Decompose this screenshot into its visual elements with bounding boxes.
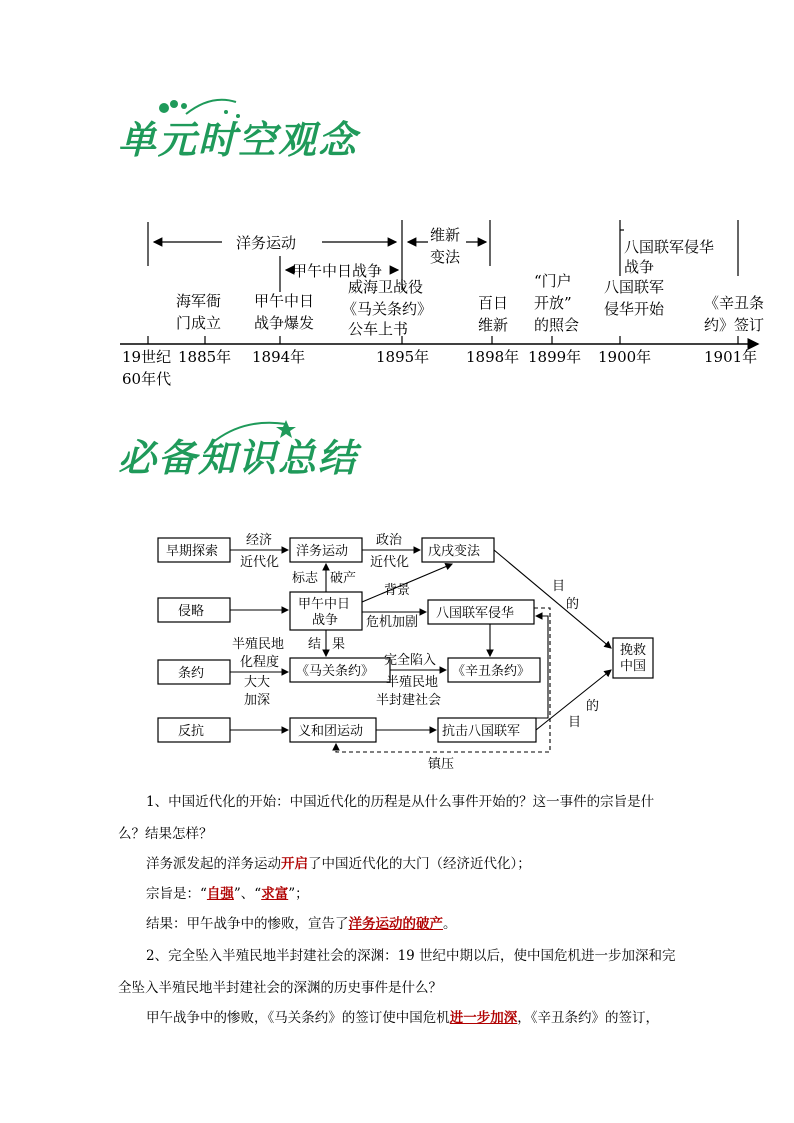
answer-4-pre: 甲午战争中的惨败，《马关条约》的签订使中国危机 [146,1010,450,1026]
label-bzm-4: 加深 [244,693,271,708]
event-maguan: 《马关条约》 [342,300,433,318]
cat-resistance: 反抗 [178,724,205,739]
event-xinchou-1: 《辛丑条 [704,294,765,312]
label-zhenya: 镇压 [428,757,455,772]
node-yangwu: 洋务运动 [296,544,349,559]
event-gongche: 公车上书 [348,320,409,338]
label-de-1: 的 [566,597,580,612]
answer-2-mid: ”、“ [233,886,262,902]
answer-1-pre: 洋务派发起的洋务运动 [146,856,281,872]
answer-1-post: 了中国近代化的大门（经济近代化）； [308,856,531,872]
cat-early: 早期探索 [166,544,219,559]
answer-4 [118,1002,678,1034]
answer-4-highlight: 进一步加深 [449,1010,518,1026]
event-bairi-1: 百日 [478,294,509,312]
year-1895: 1895年 [376,348,430,366]
answer-2-pre: 宗旨是：“ [146,886,207,902]
answer-2 [118,878,678,910]
label-jindaihua2: 近代化 [370,555,410,570]
period-jiawu: 甲午中日战争 [292,262,383,280]
period-weixin-1: 维新 [430,226,461,244]
label-biaozhi: 标志 [292,571,319,586]
answer-3-post: 。 [443,916,457,932]
label-beijing: 背景 [384,583,411,598]
cat-invasion: 侵略 [178,604,205,619]
node-kangji: 抗击八国联军 [442,724,521,739]
answer-3 [118,908,678,940]
year-1900: 1900年 [598,348,652,366]
event-menhu-3: 的照会 [534,316,580,334]
node-wanjiu-2: 中国 [620,659,647,674]
event-baguo-1: 八国联军 [604,278,665,296]
label-pochan: 破产 [330,571,357,586]
label-jie: 结 [308,637,322,652]
label-bzm-1: 半殖民地 [232,637,285,652]
label-mu-2: 目 [568,715,582,730]
summary-heading-text: 必备知识总结 [118,435,359,480]
event-jiawu-2: 战争爆发 [254,314,315,332]
year-1894: 1894年 [252,348,306,366]
node-jiawu-2: 战争 [312,613,339,628]
answer-2-post: ”； [288,886,309,902]
year-1885: 1885年 [178,348,232,366]
node-maguan: 《马关条约》 [296,664,375,679]
label-bzm2-1: 半殖民地 [386,675,439,690]
event-haijun-2: 门成立 [176,314,222,332]
year-1899: 1899年 [528,348,582,366]
label-bzm2-2: 半封建社会 [376,693,442,708]
event-baguo-2: 侵华开始 [604,300,665,318]
label-bzm-2: 化程度 [240,655,280,670]
period-weixin-2: 变法 [430,248,461,266]
flower-decoration-icon [156,94,246,124]
cat-treaty: 条约 [178,666,205,681]
answer-1 [118,848,678,880]
answer-3-highlight: 洋务运动的破产 [348,916,443,932]
answer-2-highlight-1: 自强 [206,886,234,902]
year-1901: 1901年 [704,348,758,366]
answer-3-pre: 结果：甲午战争中的惨败，宣告了 [146,916,349,932]
label-zhengzhi: 政治 [376,533,403,548]
node-jiawu-1: 甲午中日 [298,597,351,612]
node-wanjiu-1: 挽救 [620,643,647,658]
label-guo: 果 [332,637,346,652]
label-weiji: 危机加剧 [366,615,419,630]
label-bzm-3: 大大 [244,675,271,690]
event-xinchou-2: 约》签订 [704,316,765,334]
event-weihai: 威海卫战役 [348,278,424,296]
year-1860-1: 19世纪 [122,348,172,366]
answer-1-highlight: 开启 [281,856,308,872]
event-bairi-2: 维新 [478,316,509,334]
label-wanquan: 完全陷入 [384,653,437,668]
label-de-2: 的 [586,699,600,714]
question-1: 1、中国近代化的开始：中国近代化的历程是从什么事件开始的？这一事件的宗旨是什么？结果怎样？ [118,794,655,842]
label-mu-1: 目 [552,579,566,594]
node-yihetuan: 义和团运动 [298,724,364,739]
timeline-heading-text: 单元时空观念 [118,117,359,162]
star-decoration-icon [206,418,296,448]
timeline-heading [118,106,358,166]
period-yangwu: 洋务运动 [236,234,297,252]
period-baguo-2: 战争 [624,258,655,276]
label-jingji: 经济 [246,533,273,548]
answer-4-post: ，《辛丑条约》的签订， [517,1010,659,1026]
year-1898: 1898年 [466,348,520,366]
answer-2-highlight-2: 求富 [261,886,289,902]
node-xinchou: 《辛丑条约》 [452,664,531,679]
event-haijun-1: 海军衙 [176,292,222,310]
event-menhu-2: 开放” [534,294,572,312]
summary-heading [118,424,358,484]
node-wuxu: 戊戌变法 [428,544,481,559]
label-jindaihua: 近代化 [240,555,280,570]
event-menhu-1: “门户 [534,272,572,290]
period-baguo-1: 八国联军侵华 [624,238,715,256]
event-jiawu-1: 甲午中日 [254,292,315,310]
concept-diagram [0,520,794,780]
question-2: 2、完全坠入半殖民地半封建社会的深渊：19 世纪中期以后，使中国危机进一步加深和完全坠入半殖民地半封建社会的深渊的历史事件是什么？ [118,948,676,996]
year-1860-2: 60年代 [122,370,172,388]
node-baguo: 八国联军侵华 [436,606,515,621]
timeline-chart [0,210,794,410]
